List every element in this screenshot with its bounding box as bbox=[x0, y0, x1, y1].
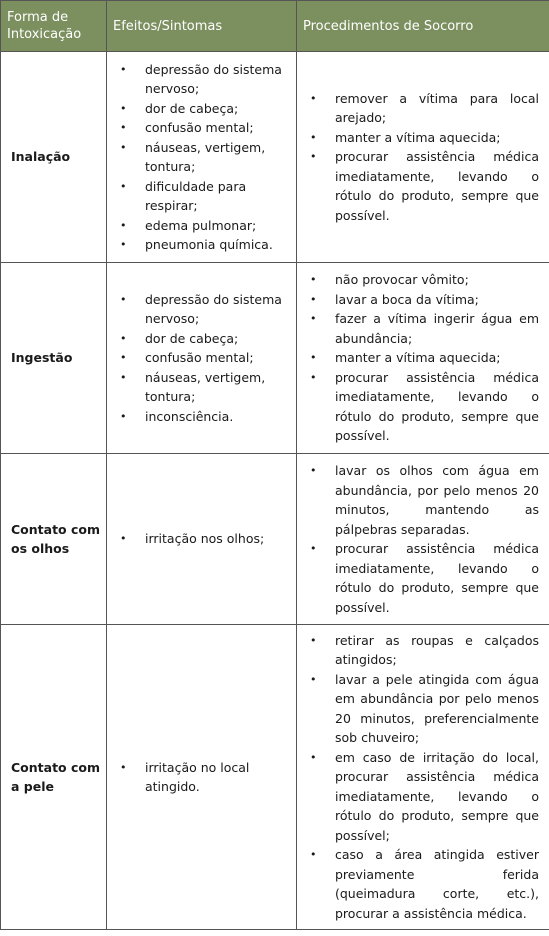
symptom-item bbox=[107, 216, 288, 236]
symptom-item-text: confusão mental; bbox=[145, 120, 254, 135]
symptom-item bbox=[107, 138, 288, 177]
bullet-icon: • bbox=[310, 312, 317, 326]
bullet-icon: • bbox=[120, 140, 127, 154]
bullet-icon: • bbox=[310, 542, 317, 555]
procedure-item bbox=[297, 845, 539, 923]
bullet-icon: • bbox=[120, 62, 127, 76]
symptom-item bbox=[107, 348, 288, 368]
bullet-icon: • bbox=[310, 273, 317, 287]
bullet-icon: • bbox=[120, 121, 127, 134]
table-row bbox=[1, 52, 549, 263]
table-row bbox=[1, 263, 549, 454]
bullet-icon: • bbox=[120, 331, 127, 345]
bullet-icon: • bbox=[310, 848, 317, 862]
bullet-icon: • bbox=[120, 292, 127, 306]
procedure-item-text: procurar assistência médica imediatamente, levando o rótulo do produto, sempre que possível. bbox=[335, 149, 539, 223]
bullet-icon: • bbox=[310, 150, 317, 164]
symptom-item-text: dor de cabeça; bbox=[145, 100, 239, 116]
symptoms-cell bbox=[107, 52, 297, 263]
symptom-item-text: dificuldade para respirar; bbox=[145, 178, 247, 213]
bullet-icon: • bbox=[120, 532, 127, 546]
symptom-item-text: pneumonia química. bbox=[145, 237, 273, 252]
bullet-icon: • bbox=[310, 370, 317, 384]
form-cell: Ingestão bbox=[1, 263, 107, 454]
symptom-item bbox=[107, 368, 288, 407]
symptom-item-text: depressão do sistema nervoso; bbox=[145, 61, 282, 96]
procedure-item-text: lavar a boca da vítima; bbox=[335, 291, 479, 307]
procedures-cell bbox=[297, 263, 549, 454]
procedure-item-text: lavar os olhos com água em abundância, por pelo menos 20 minutos, mantendo as pálpebras separadas. bbox=[335, 463, 539, 537]
symptom-item-text: náuseas, vertigem, tontura; bbox=[145, 139, 266, 174]
symptom-item-text: dor de cabeça; bbox=[145, 330, 239, 346]
procedure-item-text: retirar as roupas e calçados atingidos; bbox=[335, 632, 539, 668]
procedure-item bbox=[297, 290, 539, 310]
symptoms-cell bbox=[107, 454, 297, 625]
procedure-item-text: caso a área atingida estiver previamente ferida (queimadura corte, etc.), procurar a assistência médica. bbox=[335, 847, 539, 921]
bullet-icon: • bbox=[120, 218, 127, 232]
procedure-item-text: lavar a pele atingida com água em abundância por pelo menos 20 minutos, preferencialmente sob chuveiro; bbox=[335, 671, 539, 746]
symptom-item bbox=[107, 407, 288, 427]
procedure-item bbox=[297, 461, 539, 539]
bullet-icon: • bbox=[120, 101, 127, 115]
symptom-item bbox=[107, 177, 288, 216]
symptom-item-text: irritação nos olhos; bbox=[145, 531, 265, 547]
procedure-item bbox=[297, 368, 539, 446]
bullet-icon: • bbox=[120, 238, 127, 251]
bullet-icon: • bbox=[120, 179, 127, 193]
bullet-icon: • bbox=[120, 370, 127, 384]
form-cell: Contato com os olhos bbox=[1, 454, 107, 625]
bullet-icon: • bbox=[310, 292, 317, 306]
bullet-icon: • bbox=[310, 351, 317, 365]
procedure-item-text: fazer a vítima ingerir água em abundância; bbox=[335, 311, 539, 346]
procedure-item-text: remover a vítima para local arejado; bbox=[335, 90, 539, 126]
procedure-item bbox=[297, 309, 539, 348]
bullet-icon: • bbox=[310, 750, 317, 764]
symptoms-cell bbox=[107, 263, 297, 454]
symptom-item bbox=[107, 529, 288, 549]
procedure-item-text: em caso de irritação do local, procurar assistência médica imediatamente, levando o rótulo do produto, sempre que possível; bbox=[335, 749, 539, 843]
bullet-icon: • bbox=[310, 633, 317, 647]
procedure-item bbox=[297, 128, 539, 148]
symptom-item-text: confusão mental; bbox=[145, 350, 254, 366]
procedures-cell bbox=[297, 454, 549, 625]
symptom-item bbox=[107, 118, 288, 138]
procedures-cell bbox=[297, 52, 549, 263]
symptom-item-text: edema pulmonar; bbox=[145, 217, 257, 233]
procedure-item bbox=[297, 270, 539, 290]
symptoms-cell bbox=[107, 625, 297, 930]
procedure-item bbox=[297, 147, 539, 225]
procedure-item bbox=[297, 89, 539, 128]
procedure-item-text: procurar assistência médica imediatamente, levando o rótulo do produto, sempre que possível. bbox=[335, 369, 539, 444]
procedure-item bbox=[297, 631, 539, 670]
bullet-icon: • bbox=[310, 130, 317, 144]
form-cell: Contato com a pele bbox=[1, 625, 107, 930]
symptom-item bbox=[107, 290, 288, 329]
table-row bbox=[1, 625, 549, 930]
bullet-icon: • bbox=[310, 464, 317, 477]
symptom-item-text: irritação no local atingido. bbox=[145, 759, 250, 794]
procedure-item bbox=[297, 348, 539, 368]
procedure-item bbox=[297, 539, 539, 617]
procedure-item-text: não provocar vômito; bbox=[335, 272, 469, 288]
procedure-item-text: procurar assistência médica imediatamente, levando o rótulo do produto, sempre que possível. bbox=[335, 541, 539, 615]
symptom-item-text: depressão do sistema nervoso; bbox=[145, 291, 282, 327]
symptom-item-text: náuseas, vertigem, tontura; bbox=[145, 369, 266, 405]
header-symptoms: Efeitos/Sintomas bbox=[107, 1, 297, 52]
bullet-icon: • bbox=[120, 409, 127, 423]
bullet-icon: • bbox=[120, 760, 127, 774]
symptom-item bbox=[107, 235, 288, 255]
header-form: Forma de Intoxicação bbox=[1, 1, 107, 52]
table-header-row bbox=[1, 1, 549, 52]
table-row bbox=[1, 454, 549, 625]
header-procedures: Procedimentos de Socorro bbox=[297, 1, 549, 52]
symptom-item bbox=[107, 329, 288, 349]
symptom-item bbox=[107, 99, 288, 119]
bullet-icon: • bbox=[120, 351, 127, 365]
bullet-icon: • bbox=[310, 91, 317, 105]
procedure-item bbox=[297, 670, 539, 748]
procedure-item-text: manter a vítima aquecida; bbox=[335, 129, 501, 145]
form-cell: Inalação bbox=[1, 52, 107, 263]
symptom-item bbox=[107, 60, 288, 99]
symptom-item-text: inconsciência. bbox=[145, 408, 234, 424]
bullet-icon: • bbox=[310, 672, 317, 686]
procedure-item bbox=[297, 748, 539, 846]
procedures-cell bbox=[297, 625, 549, 930]
symptom-item bbox=[107, 758, 288, 797]
procedure-item-text: manter a vítima aquecida; bbox=[335, 350, 501, 366]
